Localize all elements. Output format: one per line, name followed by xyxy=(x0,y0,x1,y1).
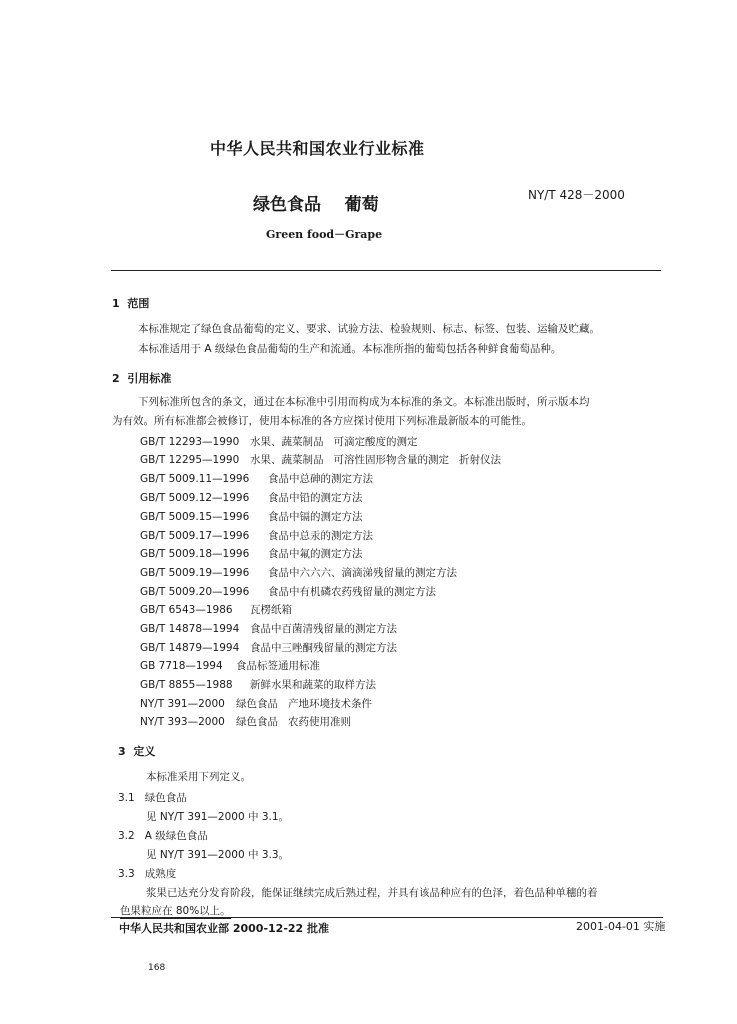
reference-item xyxy=(140,471,373,486)
standard-number: NY/T 428－2000 xyxy=(528,188,625,202)
reference-item xyxy=(140,528,373,543)
section-1-para-2: 本标准适用于 A 级绿色食品葡萄的生产和流通。本标准所指的葡萄包括各种鲜食葡萄品种。 xyxy=(138,343,562,355)
reference-item xyxy=(140,602,292,617)
section-3-intro: 本标准采用下列定义。 xyxy=(146,771,251,783)
reference-title: 瓦楞纸箱 xyxy=(250,604,292,616)
reference-code: GB/T 5009.11—1996 xyxy=(140,473,250,485)
reference-title: 食品中百菌清残留量的测定方法 xyxy=(250,623,397,635)
definition-3-3-text-line-2: 色果粒应在 80%以上。 xyxy=(120,905,231,917)
reference-code: GB/T 8855—1988 xyxy=(140,679,233,691)
reference-code: GB/T 14878—1994 xyxy=(140,623,240,635)
definition-3-3-text-line-1: 浆果已达充分发育阶段，能保证继续完成后熟过程，并具有该品种应有的色泽，着色品种单穗的着 xyxy=(146,887,598,899)
section-2-heading: 2 引用标准 xyxy=(112,372,172,385)
standard-title: 绿色食品 葡萄 xyxy=(253,195,379,215)
effective-date: 2001-04-01 实施 xyxy=(576,920,666,933)
reference-code: NY/T 391—2000 xyxy=(140,698,225,710)
reference-code: GB/T 6543—1986 xyxy=(140,604,233,616)
section-1-heading: 1 范围 xyxy=(112,297,150,310)
reference-item xyxy=(140,565,457,580)
definition-3-2-heading: 3.2 A 级绿色食品 xyxy=(118,830,208,842)
reference-item xyxy=(140,677,376,692)
reference-title: 食品中铅的测定方法 xyxy=(268,492,363,504)
reference-title: 绿色食品 农药使用准则 xyxy=(236,716,352,728)
reference-title: 食品中六六六、滴滴涕残留量的测定方法 xyxy=(268,567,457,579)
reference-code: GB/T 5009.18—1996 xyxy=(140,548,250,560)
reference-item xyxy=(140,546,363,561)
section-2-intro-line-2: 为有效。所有标准都会被修订，使用本标准的各方应探讨使用下列标准最新版本的可能性。 xyxy=(112,415,532,427)
reference-item xyxy=(140,490,363,505)
reference-item xyxy=(140,452,501,467)
reference-item xyxy=(140,640,397,655)
reference-code: GB/T 12295—1990 xyxy=(140,454,240,466)
definition-3-3-heading: 3.3 成熟度 xyxy=(118,868,177,880)
reference-code: GB/T 5009.17—1996 xyxy=(140,530,250,542)
reference-title: 食品中有机磷农药残留量的测定方法 xyxy=(268,586,436,598)
definition-3-1-text: 见 NY/T 391—2000 中 3.1。 xyxy=(146,811,290,823)
reference-title: 绿色食品 产地环境技术条件 xyxy=(236,698,373,710)
reference-code: GB/T 14879—1994 xyxy=(140,642,240,654)
reference-title: 食品中氟的测定方法 xyxy=(268,548,363,560)
reference-title: 食品中镉的测定方法 xyxy=(268,511,363,523)
approval-date: 中华人民共和国农业部 2000-12-22 批准 xyxy=(119,922,330,935)
reference-item xyxy=(140,509,363,524)
reference-title: 食品中总汞的测定方法 xyxy=(268,530,373,542)
section-2-intro-line-1: 下列标准所包含的条文，通过在本标准中引用而构成为本标准的条文。本标准出版时，所示版本均 xyxy=(138,396,590,408)
reference-code: GB/T 5009.19—1996 xyxy=(140,567,250,579)
definition-3-2-text: 见 NY/T 391—2000 中 3.3。 xyxy=(146,849,290,861)
reference-item xyxy=(140,658,320,673)
reference-item xyxy=(140,584,436,599)
reference-code: GB/T 5009.15—1996 xyxy=(140,511,250,523)
reference-title: 水果、蔬菜制品 可溶性固形物含量的测定 折射仪法 xyxy=(250,454,502,466)
reference-code: GB 7718—1994 xyxy=(140,660,223,672)
reference-item xyxy=(140,434,418,449)
reference-title: 食品中三唑酮残留量的测定方法 xyxy=(250,642,397,654)
industry-standard-header: 中华人民共和国农业行业标准 xyxy=(210,139,425,158)
reference-title: 水果、蔬菜制品 可滴定酸度的测定 xyxy=(250,436,418,448)
english-title: Green food－Grape xyxy=(266,228,383,241)
reference-code: GB/T 12293—1990 xyxy=(140,436,240,448)
reference-code: GB/T 5009.20—1996 xyxy=(140,586,250,598)
definition-3-1-heading: 3.1 绿色食品 xyxy=(118,792,187,804)
section-1-para-1: 本标准规定了绿色食品葡萄的定义、要求、试验方法、检验规则、标志、标签、包装、运输及贮藏。 xyxy=(138,323,600,335)
page-number: 168 xyxy=(148,963,166,973)
reference-item xyxy=(140,696,372,711)
reference-title: 新鲜水果和蔬菜的取样方法 xyxy=(250,679,376,691)
reference-item xyxy=(140,621,397,636)
reference-code: GB/T 5009.12—1996 xyxy=(140,492,250,504)
reference-code: NY/T 393—2000 xyxy=(140,716,225,728)
reference-title: 食品中总砷的测定方法 xyxy=(268,473,373,485)
header-rule xyxy=(111,270,661,271)
section-3-heading: 3 定义 xyxy=(118,745,156,758)
reference-item xyxy=(140,714,351,729)
reference-title: 食品标签通用标准 xyxy=(236,660,320,672)
